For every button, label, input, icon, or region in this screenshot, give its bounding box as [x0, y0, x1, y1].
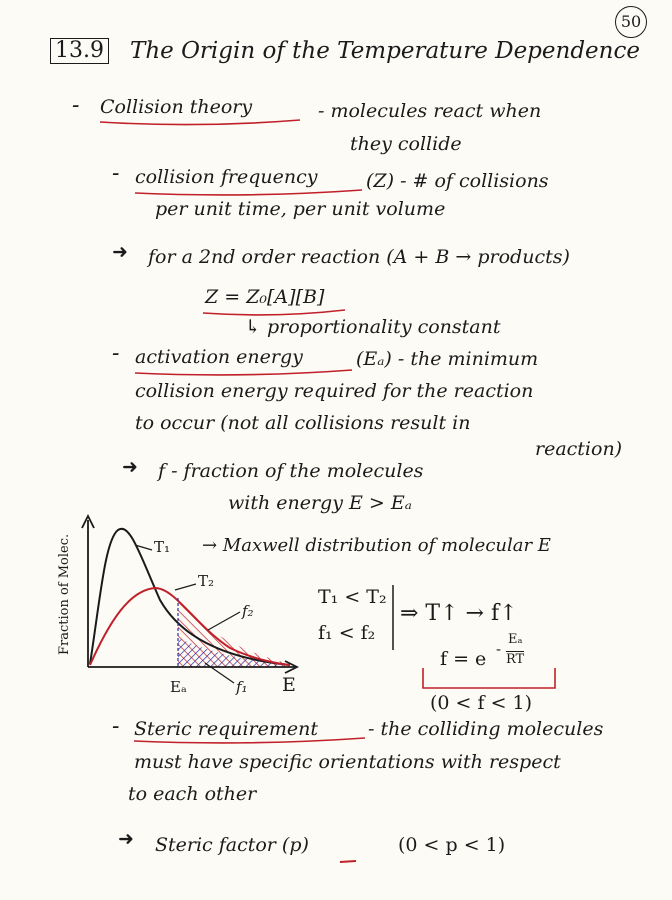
section-number: 13.9	[50, 38, 109, 64]
f-formula: f = e	[440, 648, 487, 670]
fraction-text-line1: f - fraction of the molecules	[158, 460, 424, 482]
activation-energy-def-line3: to occur (not all collisions result in	[135, 412, 471, 434]
f2-label: f₂	[242, 602, 254, 620]
fraction-text-line2: with energy E > Eₐ	[228, 492, 412, 514]
exponent-denominator: RT	[506, 652, 525, 667]
activation-energy-def-line2: collision energy required for the reaction	[135, 380, 534, 402]
underline-rate-equation	[203, 310, 345, 315]
f1-label: f₁	[236, 678, 248, 696]
bullet-dash: -	[112, 341, 120, 366]
steric-requirement-term: Steric requirement	[134, 718, 318, 740]
ea-label: Eₐ	[170, 678, 187, 696]
collision-theory-def-line2: they collide	[350, 133, 462, 155]
implication: ⇒ T↑ → f↑	[400, 601, 518, 626]
temperature-relation: T₁ < T₂	[318, 586, 387, 608]
underline-collision-frequency	[135, 190, 362, 195]
page-number: 50	[615, 6, 647, 38]
steric-factor-text: Steric factor (p)	[155, 834, 309, 856]
y-axis-label: Fraction of Molec.	[57, 533, 72, 655]
second-order-text: for a 2nd order reaction (A + B → products)	[148, 246, 570, 268]
arrow-icon: ➜	[122, 456, 138, 478]
f-range: (0 < f < 1)	[430, 692, 533, 714]
bullet-dash: -	[112, 161, 120, 186]
exponent-sign: -	[496, 640, 502, 658]
activation-energy-def-line1: (Eₐ) - the minimum	[356, 348, 539, 370]
collision-theory-term: Collision theory	[100, 96, 253, 118]
arrow-icon: ➜	[118, 828, 134, 850]
collision-frequency-def-line2: per unit time, per unit volume	[155, 198, 446, 220]
t2-leader	[175, 584, 196, 590]
arrow-icon: ➜	[112, 241, 128, 263]
exponent-numerator: Eₐ	[508, 632, 523, 647]
collision-frequency-def-line1: (Z) - # of collisions	[366, 170, 549, 192]
section-title: The Origin of the Temperature Dependence	[130, 38, 640, 64]
bracket-range	[423, 668, 555, 688]
t2-label: T₂	[198, 572, 215, 590]
steric-factor-range: (0 < p < 1)	[398, 834, 506, 856]
fraction-relation: f₁ < f₂	[318, 622, 376, 644]
rate-equation: Z = Z₀[A][B]	[205, 286, 325, 308]
activation-energy-term: activation energy	[135, 346, 303, 368]
proportionality-note: ↳ proportionality constant	[245, 316, 501, 338]
underline-collision-theory	[100, 120, 300, 125]
f2-leader	[208, 612, 240, 630]
collision-theory-def-line1: - molecules react when	[318, 100, 542, 122]
steric-def-line1: - the colliding molecules	[368, 718, 604, 740]
underline-activation-energy	[135, 370, 352, 375]
collision-frequency-term: collision frequency	[135, 166, 318, 188]
t1-label: T₁	[154, 538, 171, 556]
maxwell-note: → Maxwell distribution of molecular E	[202, 535, 551, 556]
underline-steric-p	[340, 861, 356, 862]
bullet-dash: -	[72, 93, 80, 118]
steric-def-line3: to each other	[128, 783, 257, 805]
steric-def-line2: must have specific orientations with respect	[134, 751, 561, 773]
bullet-dash: -	[112, 714, 120, 739]
x-axis-label: E	[282, 674, 296, 696]
activation-energy-def-line4: reaction)	[535, 438, 623, 460]
